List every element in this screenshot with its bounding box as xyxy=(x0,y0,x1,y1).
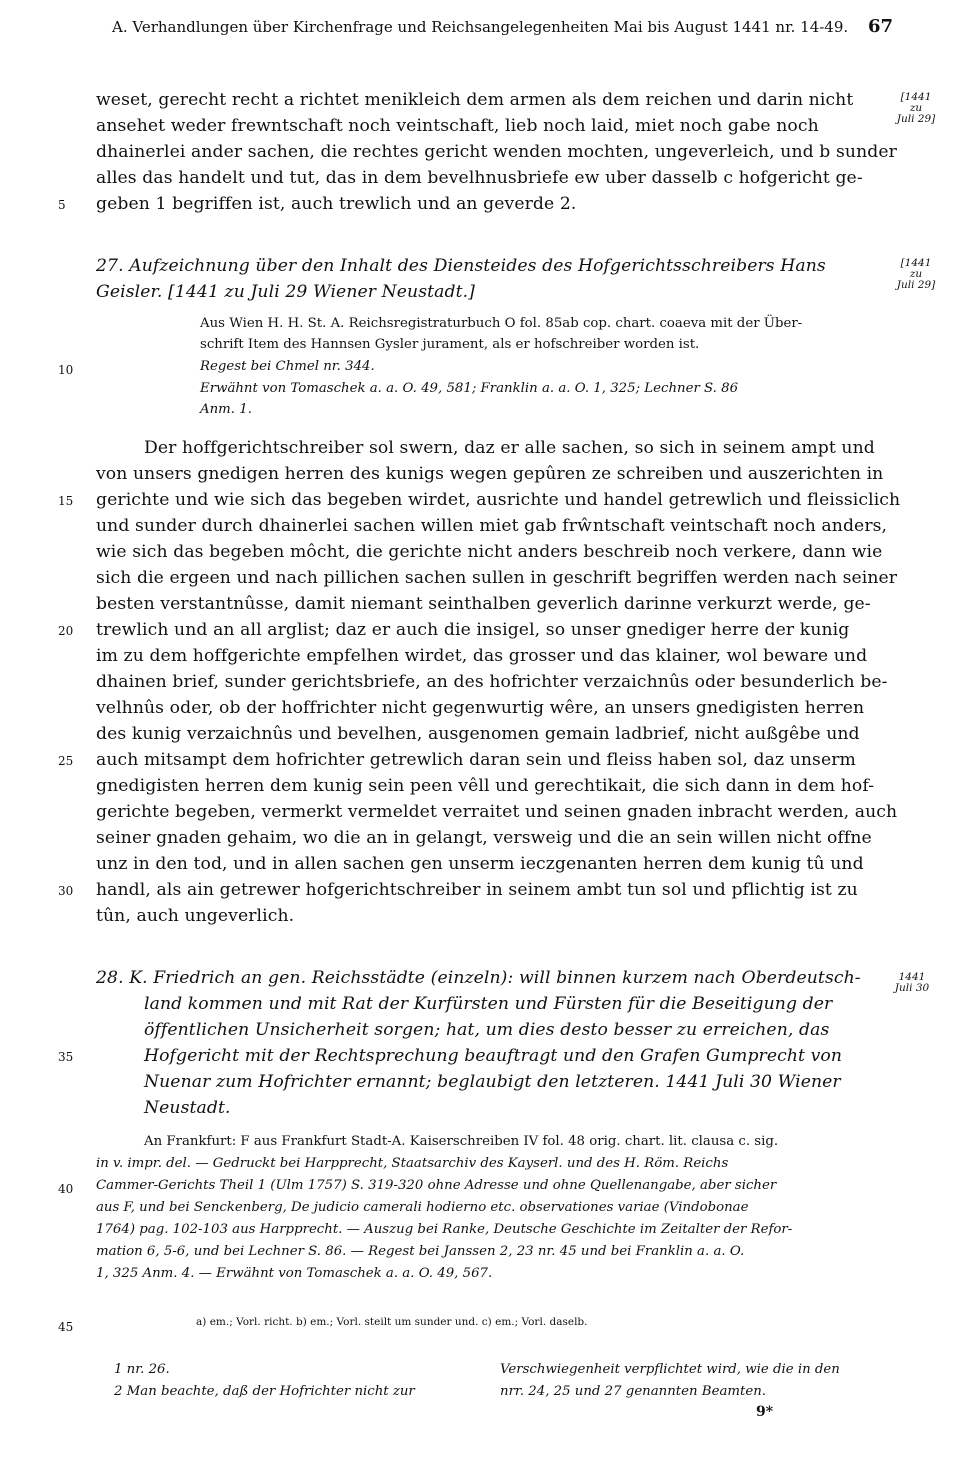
line-number: 35 xyxy=(58,1050,74,1064)
source-line: mation 6, 5-6, und bei Lechner S. 86. — Regest bei Janssen 2, 23 nr. 45 und bei Franklin a. a. O. xyxy=(96,1244,745,1259)
source-line: Aus Wien H. H. St. A. Reichsregistraturbuch O fol. 85ab cop. chart. coaeva mit der Über- xyxy=(200,316,803,331)
text-line: dhainen brief, sunder gerichtsbriefe, an des hofrichter verzaichnûs oder besunderlich be- xyxy=(96,672,888,692)
text-line: velhnûs oder, ob der hoffrichter nicht gegenwurtig wêre, an unsers gnedigisten herren xyxy=(96,698,865,718)
text-line: handl, als ain getrewer hofgerichtschreiber in seinem ambt tun sol und pflichtig ist zu xyxy=(96,880,858,900)
source-line: Anm. 1. xyxy=(200,402,252,417)
text-line: besten verstantnûsse, damit niemant seinthalben geverlich darinne verkurzt werde, ge- xyxy=(96,594,871,614)
source-line: 1, 325 Anm. 4. — Erwähnt von Tomaschek a. a. O. 49, 567. xyxy=(96,1266,493,1281)
text-line: ansehet weder frewntschaft noch veintschaft, lieb noch laid, miet noch gabe noch xyxy=(96,116,819,136)
line-number: 15 xyxy=(58,494,74,508)
line-number: 5 xyxy=(58,198,66,212)
margin-date-note: [1441 zu Juli 29] xyxy=(896,257,936,291)
entry-title-line: 27. Aufzeichnung über den Inhalt des Diensteides des Hofgerichtsschreibers Hans xyxy=(96,256,826,276)
text-line: dhainerlei ander sachen, die rechtes gericht wenden mochten, ungeverleich, und b sunder xyxy=(96,142,897,162)
line-number: 40 xyxy=(58,1182,74,1196)
line-number: 45 xyxy=(58,1320,74,1334)
line-number: 20 xyxy=(58,624,74,638)
text-line: tûn, auch ungeverlich. xyxy=(96,906,295,926)
source-line: aus F, und bei Senckenberg, De judicio camerali hodierno etc. observationes variae (Vindobonae xyxy=(96,1200,749,1215)
entry-title-line: öffentlichen Unsicherheit sorgen; hat, um dies desto besser zu erreichen, das xyxy=(144,1020,830,1040)
text-line: des kunig verzaichnûs und bevelhen, ausgenomen gemain ladbrief, nicht außgêbe und xyxy=(96,724,860,744)
text-line: gerichte und wie sich das begeben wirdet, ausrichte und handel getrewlich und fleissiclich xyxy=(96,490,901,510)
text-line: von unsers gnedigen herren des kunigs wegen gepûren ze schreiben und auszerichten in xyxy=(96,464,884,484)
source-line: schrift Item des Hannsen Gysler jurament, als er hofschreiber worden ist. xyxy=(200,337,700,352)
text-line: im zu dem hoffgerichte empfelhen wirdet, das grosser und das klainer, wol beware und xyxy=(96,646,868,666)
text-line: unz in den tod, und in allen sachen gen unserm ieczgenanten herren dem kunig tû und xyxy=(96,854,864,874)
text-line: auch mitsampt dem hofrichter getrewlich daran sein und fleiss haben sol, daz unserm xyxy=(96,750,856,770)
text-line: sich die ergeen und nach pillichen sachen sullen in geschrift begriffen werden nach seiner xyxy=(96,568,898,588)
text-line: geben 1 begriffen ist, auch trewlich und an geverde 2. xyxy=(96,194,577,214)
text-line: alles das handelt und tut, das in dem bevelhnusbriefe ew uber dasselb c hofgericht ge- xyxy=(96,168,863,188)
line-number: 25 xyxy=(58,754,74,768)
entry-title-line: Neustadt. xyxy=(144,1098,231,1118)
entry-title-line: Hofgericht mit der Rechtsprechung beauftragt und den Grafen Gumprecht von xyxy=(144,1046,843,1066)
text-line: gerichte begeben, vermerkt vermeldet verraitet und seinen gnaden inbracht werden, auch xyxy=(96,802,898,822)
margin-date-note: 1441 Juli 30 xyxy=(894,971,930,994)
source-line: An Frankfurt: F aus Frankfurt Stadt-A. Kaiserschreiben IV fol. 48 orig. chart. lit. clausa c. sig. xyxy=(144,1134,779,1149)
footnote-line: 1 nr. 26. xyxy=(114,1362,170,1377)
variant-apparatus: a) em.; Vorl. richt. b) em.; Vorl. steilt um sunder und. c) em.; Vorl. daselb. xyxy=(196,1316,588,1328)
entry-title-line: 28. K. Friedrich an gen. Reichsstädte (einzeln): will binnen kurzem nach Oberdeutsch- xyxy=(96,968,861,988)
entry-title-line: Geisler. [1441 zu Juli 29 Wiener Neustadt.] xyxy=(96,282,475,302)
source-line: in v. impr. del. — Gedruckt bei Harpprecht, Staatsarchiv des Kayserl. und des H. Röm. Reichs xyxy=(96,1156,729,1171)
text-line: und sunder durch dhainerlei sachen willen miet gab frŵntschaft veintschaft noch anders, xyxy=(96,516,888,536)
source-line: Erwähnt von Tomaschek a. a. O. 49, 581; Franklin a. a. O. 1, 325; Lechner S. 86 xyxy=(200,381,739,396)
footnote-line: Verschwiegenheit verpflichtet wird, wie die in den xyxy=(500,1362,840,1377)
page-number: 67 xyxy=(868,16,894,37)
source-line: Cammer-Gerichts Theil 1 (Ulm 1757) S. 319-320 ohne Adresse und ohne Quellenangabe, aber sicher xyxy=(96,1178,777,1193)
text-line: seiner gnaden gehaim, wo die an in gelangt, versweig und die an sein willen nicht offne xyxy=(96,828,872,848)
entry-title-line: Nuenar zum Hofrichter ernannt; beglaubigt den letzteren. 1441 Juli 30 Wiener xyxy=(144,1072,841,1092)
line-number: 30 xyxy=(58,884,74,898)
sheet-signature: 9* xyxy=(756,1404,774,1420)
entry-title-line: land kommen und mit Rat der Kurfürsten und Fürsten für die Beseitigung der xyxy=(144,994,833,1014)
text-line: Der hoffgerichtschreiber sol swern, daz er alle sachen, so sich in seinem ampt und xyxy=(144,438,875,458)
text-line: gnedigisten herren dem kunig sein peen vêll und gerechtikait, die sich dann in dem hof- xyxy=(96,776,875,796)
text-line: wie sich das begeben môcht, die gerichte nicht anders beschreib noch verkere, dann wie xyxy=(96,542,883,562)
footnote-line: nrr. 24, 25 und 27 genannten Beamten. xyxy=(500,1384,766,1399)
line-number: 10 xyxy=(58,363,74,377)
margin-date-note: [1441 zu Juli 29] xyxy=(896,91,936,125)
footnote-line: 2 Man beachte, daß der Hofrichter nicht zur xyxy=(114,1384,415,1399)
source-line: Regest bei Chmel nr. 344. xyxy=(200,359,375,374)
source-line: 1764) pag. 102-103 aus Harpprecht. — Auszug bei Ranke, Deutsche Geschichte im Zeitalter der Refor- xyxy=(96,1222,793,1237)
text-line: weset, gerecht recht a richtet menikleich dem armen als dem reichen und darin nicht xyxy=(96,90,854,110)
running-title: A. Verhandlungen über Kirchenfrage und Reichsangelegenheiten Mai bis August 1441 nr. 14-49. xyxy=(112,18,849,36)
text-line: trewlich und an all arglist; daz er auch die insigel, so unser gnediger herre der kunig xyxy=(96,620,850,640)
